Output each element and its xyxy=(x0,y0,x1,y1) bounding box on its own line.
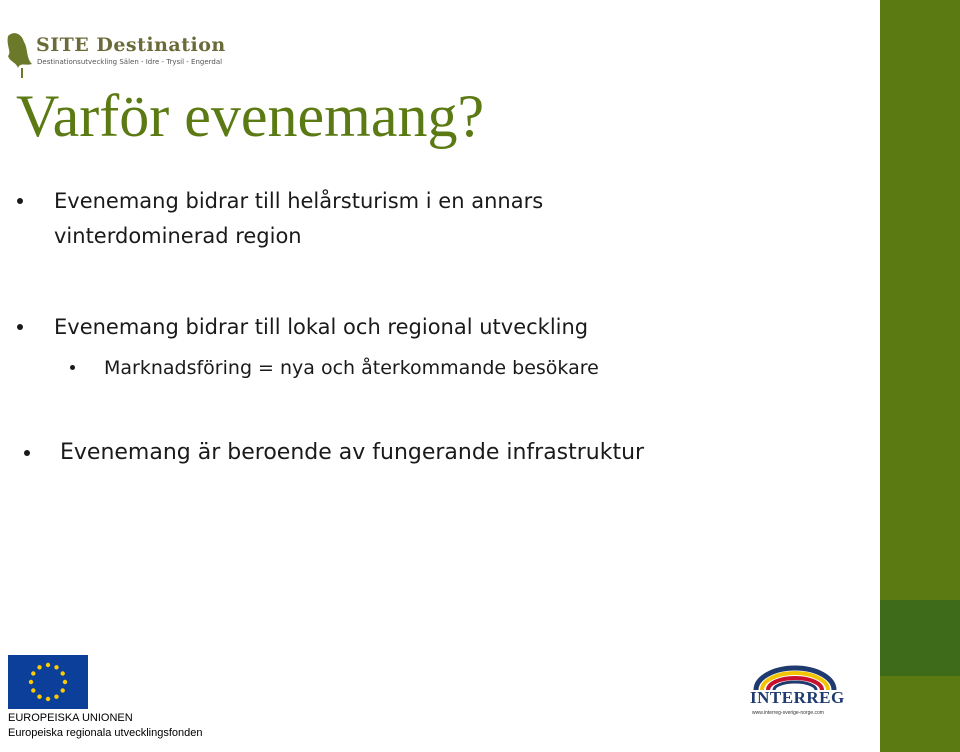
sub-bullet-1: Marknadsföring = nya och återkommande besökare xyxy=(104,357,599,379)
slide-title: Varför evenemang? xyxy=(16,83,485,149)
eu-fund-label: Europeiska regionala utvecklingsfonden xyxy=(8,727,203,739)
bullet-1-line-1: Evenemang bidrar till helårsturism i en annars xyxy=(54,189,544,213)
bullet-dot xyxy=(17,324,23,330)
eu-label: EUROPEISKA UNIONEN xyxy=(8,712,133,724)
bullet-1 xyxy=(54,184,543,254)
eu-flag-icon xyxy=(8,655,88,709)
sub-bullet-dot xyxy=(70,365,75,370)
interreg-url[interactable]: www.interreg-sverige-norge.com xyxy=(752,710,824,716)
logo-subtitle: Destinationsutveckling Sälen - Idre - Trysil - Engerdal xyxy=(37,58,223,66)
bullet-3: Evenemang är beroende av fungerande infrastruktur xyxy=(60,440,645,465)
bullet-1-line-2: vinterdominerad region xyxy=(54,224,302,248)
sidebar-accent-block xyxy=(880,600,960,676)
interreg-label: INTERREG xyxy=(750,688,845,707)
bullet-2: Evenemang bidrar till lokal och regional utveckling xyxy=(54,315,589,339)
logo-title: SITE Destination xyxy=(36,34,226,56)
bullet-dot xyxy=(24,450,30,456)
bullet-dot xyxy=(17,198,23,204)
